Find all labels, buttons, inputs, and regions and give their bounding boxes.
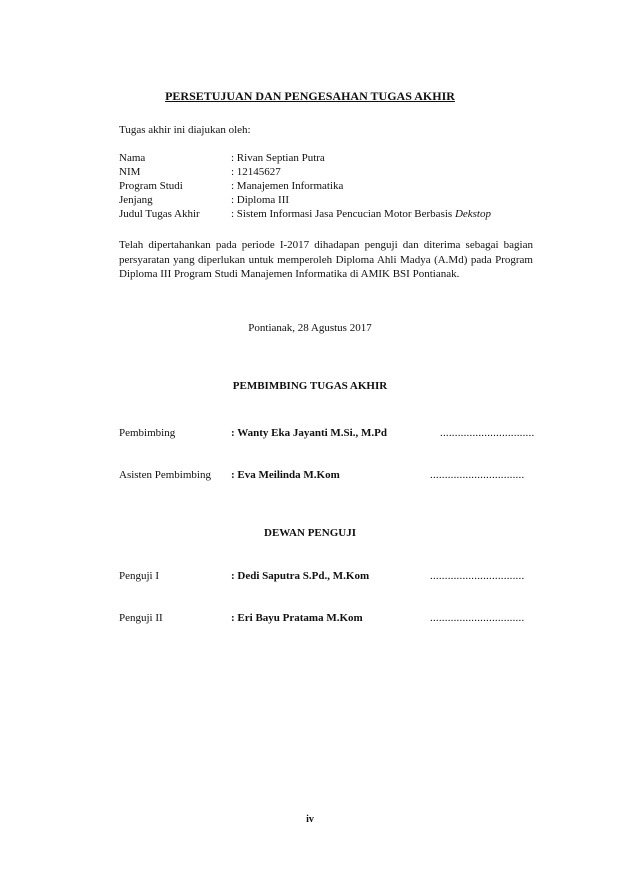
signature-line-penguji-2: ................................: [430, 612, 525, 624]
advisor-value-pembimbing: : Wanty Eka Jayanti M.Si., M.Pd: [231, 427, 387, 439]
field-value-nama: : Rivan Septian Putra: [231, 152, 325, 164]
field-value-judul-text: : Sistem Informasi Jasa Pencucian Motor Berbasis: [231, 208, 455, 220]
page-title: PERSETUJUAN DAN PENGESAHAN TUGAS AKHIR: [165, 89, 455, 103]
signature-line-asisten: ................................: [430, 469, 525, 481]
signature-line-penguji-1: ................................: [430, 570, 525, 582]
examiner-value-penguji-1: : Dedi Saputra S.Pd., M.Kom: [231, 570, 370, 582]
field-value-judul: [231, 208, 491, 220]
field-value-judul-italic: Dekstop: [454, 208, 491, 220]
examiners-heading: DEWAN PENGUJI: [264, 527, 356, 539]
advisors-heading: PEMBIMBING TUGAS AKHIR: [232, 380, 388, 392]
field-label-judul: Judul Tugas Akhir: [119, 208, 200, 220]
field-value-program-studi: : Manajemen Informatika: [231, 180, 344, 192]
signature-line-pembimbing: ................................: [440, 427, 535, 439]
advisor-label-asisten: Asisten Pembimbing: [119, 469, 211, 481]
examiner-label-penguji-1: Penguji I: [119, 570, 160, 582]
examiner-value-penguji-2: : Eri Bayu Pratama M.Kom: [231, 612, 363, 624]
advisor-value-asisten: : Eva Meilinda M.Kom: [231, 469, 340, 481]
field-value-nim: : 12145627: [231, 166, 281, 178]
place-date: Pontianak, 28 Agustus 2017: [248, 322, 372, 334]
intro-text: Tugas akhir ini diajukan oleh:: [119, 124, 251, 136]
field-label-nama: Nama: [119, 152, 146, 164]
field-label-nim: NIM: [119, 166, 141, 178]
page-number: iv: [306, 814, 314, 825]
examiner-label-penguji-2: Penguji II: [119, 612, 163, 624]
approval-paragraph: Telah dipertahankan pada periode I-2017 dihadapan penguji dan diterima sebagai bagian persyaratan yang diperlukan untuk memperoleh Diploma Ahli Madya (A.Md) pada Program Diploma III Program Studi Manajemen Informatika di AMIK BSI Pontianak.: [119, 239, 533, 280]
advisor-label-pembimbing: Pembimbing: [119, 427, 176, 439]
field-label-jenjang: Jenjang: [119, 194, 153, 206]
field-value-jenjang: : Diploma III: [231, 194, 290, 206]
field-label-program-studi: Program Studi: [119, 180, 183, 192]
